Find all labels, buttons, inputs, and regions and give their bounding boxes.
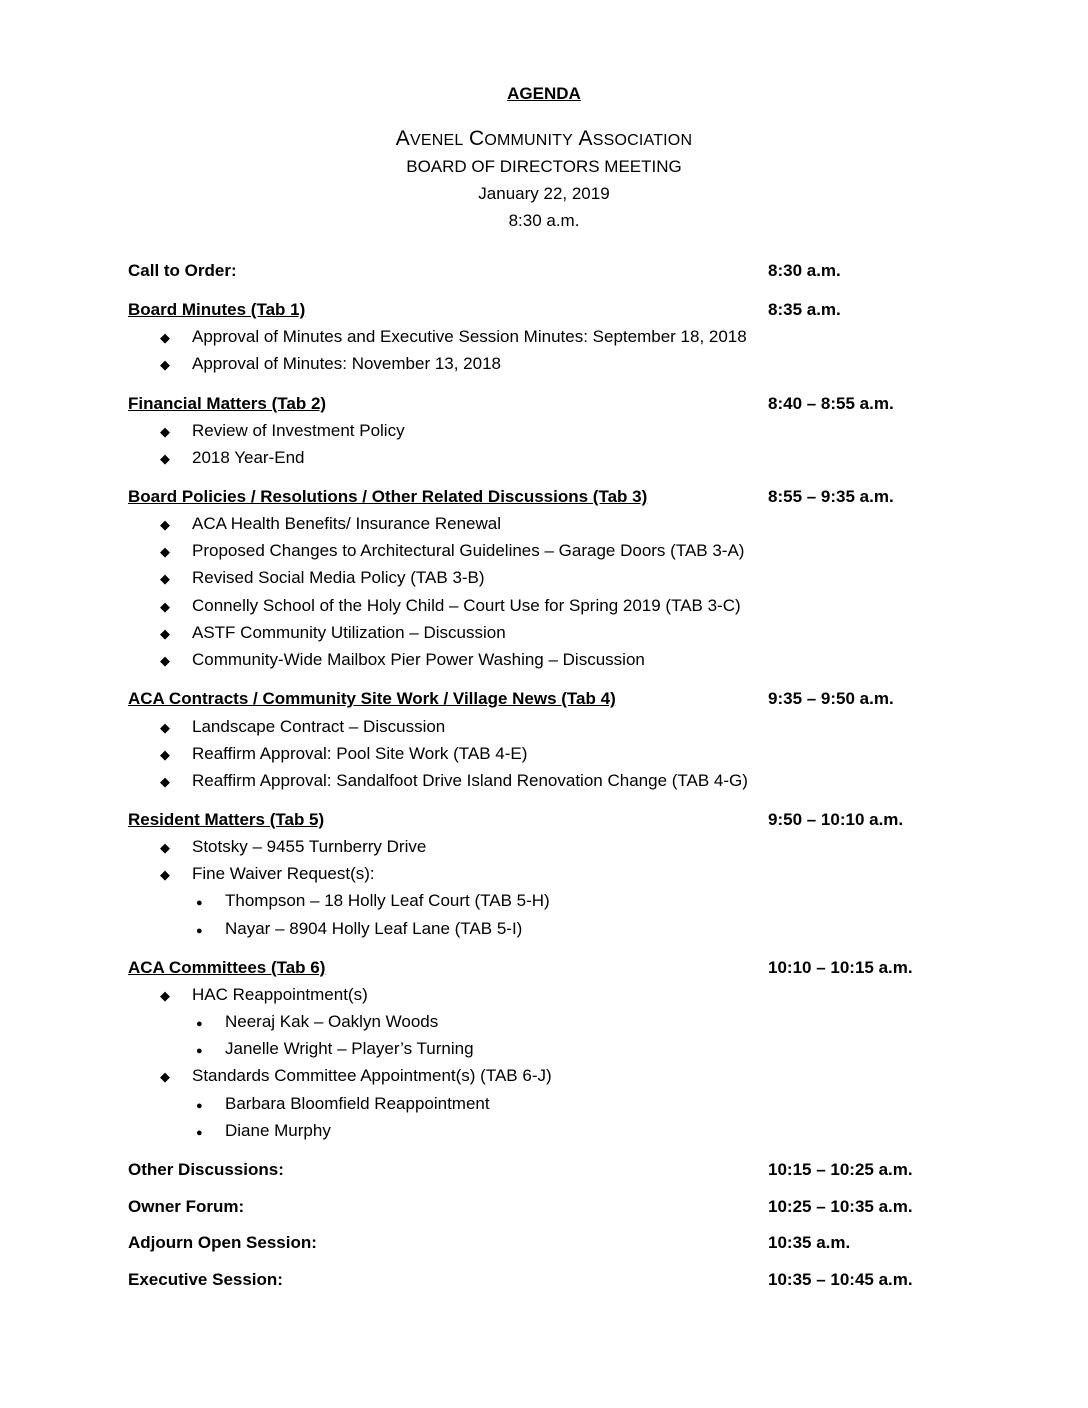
list-item: ◆ ASTF Community Utilization – Discussion (160, 623, 506, 642)
list-item: ◆ Review of Investment Policy (160, 421, 405, 440)
diamond-bullet-icon: ◆ (160, 720, 170, 735)
diamond-bullet-icon: ◆ (160, 424, 170, 439)
section-label: Call to Order: (128, 261, 237, 280)
list-item: ◆ Landscape Contract – Discussion (160, 717, 446, 736)
diamond-bullet-icon: ◆ (160, 867, 170, 882)
diamond-bullet-icon: ◆ (160, 357, 170, 372)
diamond-bullet-icon: ◆ (160, 517, 170, 532)
diamond-bullet-icon: ◆ (160, 1069, 170, 1084)
list-item: ◆ Proposed Changes to Architectural Guidelines – Garage Doors (TAB 3-A) (160, 541, 745, 560)
list-item: ◆ HAC Reappointment(s) (160, 985, 368, 1004)
section-contracts (128, 689, 938, 713)
list-item: ◆ Connelly School of the Holy Child – Court Use for Spring 2019 (TAB 3-C) (160, 596, 741, 615)
list-item: ◆ Approval of Minutes: November 13, 2018 (160, 354, 502, 373)
diamond-bullet-icon: ◆ (160, 988, 170, 1003)
section-time: 8:40 – 8:55 a.m. (768, 394, 894, 413)
list-item: ◆ Community-Wide Mailbox Pier Power Washing – Discussion (160, 650, 645, 669)
org-word-1: AVENEL (395, 127, 464, 150)
diamond-bullet-icon: ◆ (160, 747, 170, 762)
dot-bullet-icon: ● (196, 925, 203, 937)
section-resident-matters (128, 810, 938, 834)
dot-bullet-icon: ● (196, 1045, 203, 1057)
section-other-discussions (128, 1160, 938, 1184)
section-time: 8:30 a.m. (768, 261, 841, 280)
page-title: AGENDA (507, 84, 581, 103)
sub-list-item: ● Thompson – 18 Holly Leaf Court (TAB 5-H) (196, 891, 550, 910)
section-label: Executive Session: (128, 1270, 283, 1289)
org-word-3: ASSOCIATION (578, 127, 693, 150)
sub-list-item: ● Neeraj Kak – Oaklyn Woods (196, 1012, 439, 1031)
org-word-2: COMMUNITY (468, 127, 574, 150)
section-board-policies (128, 487, 938, 511)
section-time: 9:50 – 10:10 a.m. (768, 810, 904, 829)
list-item: ◆ Fine Waiver Request(s): (160, 864, 375, 883)
dot-bullet-icon: ● (196, 1018, 203, 1030)
section-call-to-order (128, 261, 938, 285)
section-time: 10:35 a.m. (768, 1233, 851, 1252)
diamond-bullet-icon: ◆ (160, 840, 170, 855)
diamond-bullet-icon: ◆ (160, 544, 170, 559)
diamond-bullet-icon: ◆ (160, 330, 170, 345)
section-adjourn-open-session (128, 1233, 938, 1257)
list-item: ◆ Approval of Minutes and Executive Session Minutes: September 18, 2018 (160, 327, 747, 346)
list-item: ◆ Reaffirm Approval: Pool Site Work (TAB 4-E) (160, 744, 528, 763)
dot-bullet-icon: ● (196, 1127, 203, 1139)
list-item: ◆ 2018 Year-End (160, 448, 305, 467)
section-board-minutes (128, 300, 938, 324)
meeting-title: BOARD OF DIRECTORS MEETING (406, 157, 682, 176)
section-label: Board Policies / Resolutions / Other Related Discussions (Tab 3) (128, 487, 648, 506)
section-label: Adjourn Open Session: (128, 1233, 317, 1252)
section-label: Owner Forum: (128, 1197, 245, 1216)
meeting-time: 8:30 a.m. (508, 211, 580, 230)
section-label: Resident Matters (Tab 5) (128, 810, 325, 829)
dot-bullet-icon: ● (196, 1100, 203, 1112)
section-label: Financial Matters (Tab 2) (128, 394, 327, 413)
list-item: ◆ Stotsky – 9455 Turnberry Drive (160, 837, 427, 856)
list-item: ◆ Revised Social Media Policy (TAB 3-B) (160, 568, 485, 587)
diamond-bullet-icon: ◆ (160, 451, 170, 466)
section-committees (128, 958, 938, 982)
diamond-bullet-icon: ◆ (160, 653, 170, 668)
section-time: 8:55 – 9:35 a.m. (768, 487, 894, 506)
sub-list-item: ● Janelle Wright – Player’s Turning (196, 1039, 474, 1058)
section-label: ACA Committees (Tab 6) (128, 958, 326, 977)
list-item: ◆ ACA Health Benefits/ Insurance Renewal (160, 514, 502, 533)
section-financial-matters (128, 394, 938, 418)
list-item: ◆ Reaffirm Approval: Sandalfoot Drive Island Renovation Change (TAB 4-G) (160, 771, 748, 790)
meeting-date: January 22, 2019 (478, 184, 610, 203)
list-item: ◆ Standards Committee Appointment(s) (TAB 6-J) (160, 1066, 552, 1085)
diamond-bullet-icon: ◆ (160, 599, 170, 614)
section-time: 8:35 a.m. (768, 300, 841, 319)
sub-list-item: ● Diane Murphy (196, 1121, 331, 1140)
section-time: 10:35 – 10:45 a.m. (768, 1270, 913, 1289)
diamond-bullet-icon: ◆ (160, 626, 170, 641)
section-label: Board Minutes (Tab 1) (128, 300, 306, 319)
section-time: 10:10 – 10:15 a.m. (768, 958, 913, 977)
section-time: 10:15 – 10:25 a.m. (768, 1160, 913, 1179)
section-time: 10:25 – 10:35 a.m. (768, 1197, 913, 1216)
section-label: Other Discussions: (128, 1160, 284, 1179)
section-time: 9:35 – 9:50 a.m. (768, 689, 894, 708)
section-executive-session (128, 1270, 938, 1294)
diamond-bullet-icon: ◆ (160, 774, 170, 789)
section-owner-forum (128, 1197, 938, 1221)
sub-list-item: ● Nayar – 8904 Holly Leaf Lane (TAB 5-I) (196, 919, 523, 938)
dot-bullet-icon: ● (196, 897, 203, 909)
organization-name (0, 127, 1088, 151)
section-label: ACA Contracts / Community Site Work / Village News (Tab 4) (128, 689, 616, 708)
diamond-bullet-icon: ◆ (160, 571, 170, 586)
sub-list-item: ● Barbara Bloomfield Reappointment (196, 1094, 490, 1113)
